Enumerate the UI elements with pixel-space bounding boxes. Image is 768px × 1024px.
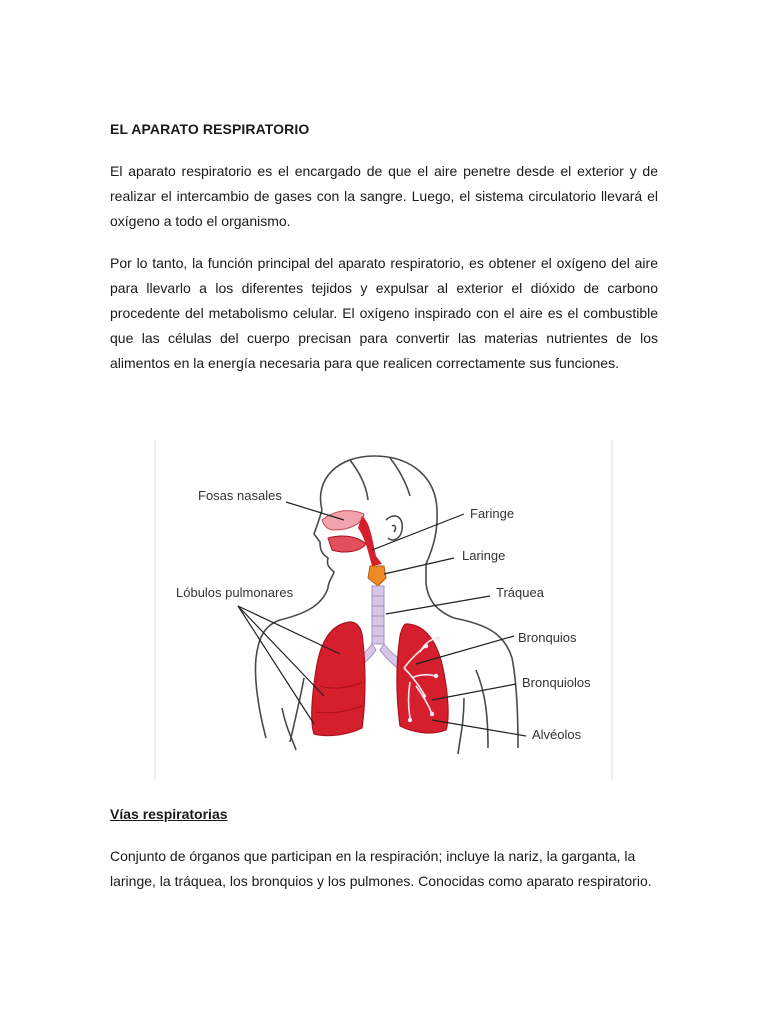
label-fosas-nasales: Fosas nasales: [198, 488, 282, 503]
left-lung: [312, 622, 365, 736]
section-subtitle: Vías respiratorias: [110, 806, 228, 822]
label-bronquiolos: Bronquiolos: [522, 675, 591, 690]
respiratory-diagram: [154, 438, 614, 782]
label-lobulos-pulmonares: Lóbulos pulmonares: [176, 585, 294, 600]
airways-paragraph: Conjunto de órganos que participan en la respiración; incluye la nariz, la garganta, la laringe, la tráquea, los bronquios y los pulmones. Conocidas como aparato respiratorio.: [110, 848, 652, 889]
respiratory-system-illustration: [154, 438, 614, 782]
intro-paragraph: El aparato respiratorio es el encargado de que el aire penetre desde el exterior y de realizar el intercambio de gases con la sangre. Luego, el sistema circulatorio llevará el oxígeno a todo el organismo.: [110, 163, 658, 229]
larynx: [368, 566, 386, 586]
right-lung: [397, 624, 448, 733]
body-outline: [255, 456, 518, 754]
document-title: EL APARATO RESPIRATORIO: [110, 121, 310, 137]
label-laringe: Laringe: [462, 548, 506, 563]
function-paragraph: Por lo tanto, la función principal del aparato respiratorio, es obtener el oxígeno del aire para llevarlo a los diferentes tejidos y expulsar al exterior el dióxido de carbono procedente del metabolismo celular. El oxígeno inspirado con el aire es el combustible que las células del cuerpo precisan para convertir las materias nutrientes de los alimentos en la energía necesaria para que realicen correctamente sus funciones.: [110, 255, 658, 371]
label-bronquios: Bronquios: [518, 630, 577, 645]
label-alveolos: Alvéolos: [532, 727, 582, 742]
label-faringe: Faringe: [470, 506, 515, 521]
oral-cavity: [328, 536, 366, 552]
label-traquea: Tráquea: [496, 585, 544, 600]
